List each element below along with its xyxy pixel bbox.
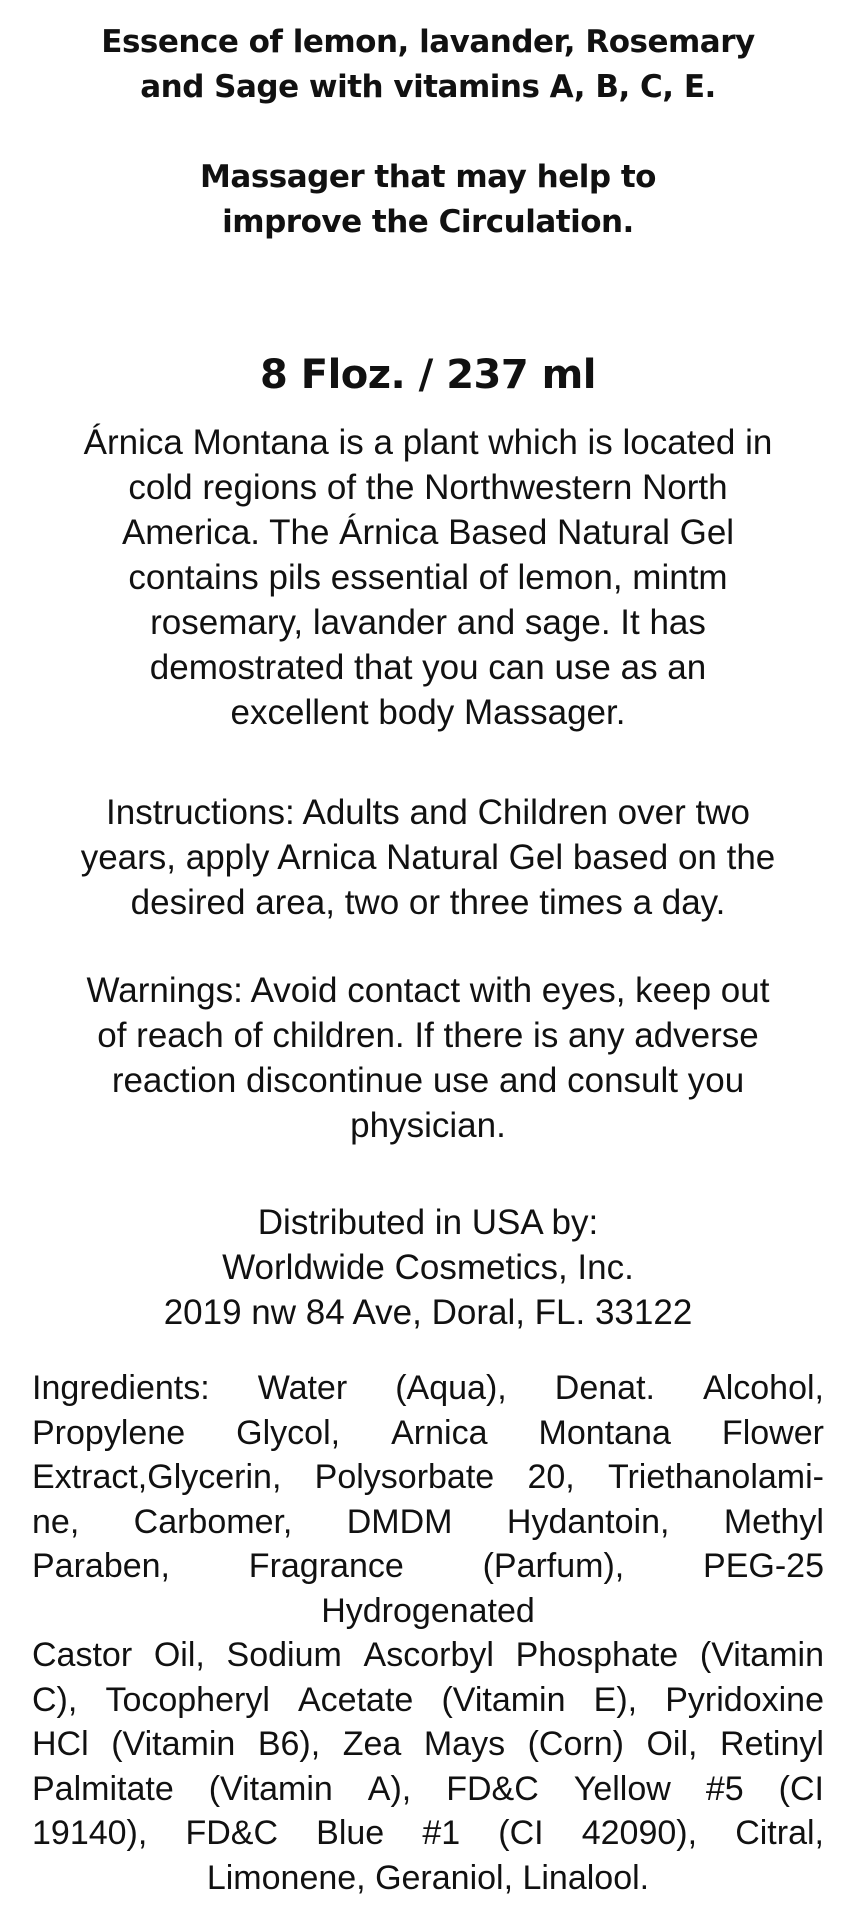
ingredients-word: Hydantoin, — [506, 1502, 670, 1541]
ingredients-line — [32, 1678, 824, 1723]
ingredients-word: (Vitamin — [111, 1725, 236, 1763]
ingredients-word: Yellow — [573, 1769, 671, 1808]
massager-line: improve the Circulation. — [222, 204, 634, 240]
warnings-line: Warnings: Avoid contact with eyes, keep out — [86, 971, 770, 1010]
ingredients-word: Flower — [721, 1413, 824, 1452]
ingredients-word: Extract,Glycerin, — [32, 1458, 282, 1496]
ingredients-word: #1 — [422, 1814, 461, 1852]
instructions-line: Instructions: Adults and Children over two — [106, 793, 750, 832]
ingredients-word: DMDM — [346, 1502, 453, 1541]
ingredients-word: Carbomer, — [133, 1502, 293, 1541]
description-line: Árnica Montana is a plant which is located in — [83, 423, 773, 462]
ingredients-word: Ingredients: — [32, 1369, 210, 1407]
ingredients-word: 20, — [527, 1458, 575, 1496]
ingredients-word: PEG-25 — [703, 1547, 824, 1585]
ingredients-word: (Vitamin — [441, 1680, 566, 1719]
ingredients-list — [32, 1366, 824, 1900]
ingredients-word: Montana — [538, 1413, 671, 1452]
ingredients-word: (Corn) — [527, 1725, 624, 1763]
ingredients-word: Glycol, — [236, 1413, 341, 1452]
massager-heading — [0, 155, 856, 245]
ingredients-line — [32, 1455, 824, 1500]
ingredients-line — [32, 1722, 824, 1767]
ingredients-word: FD&C — [446, 1769, 539, 1808]
ingredients-word: Oil, — [153, 1636, 205, 1674]
description-line: excellent body Massager. — [230, 693, 626, 732]
ingredients-word: Tocopheryl — [105, 1680, 270, 1719]
warnings-line: physician. — [350, 1106, 506, 1145]
ingredients-word: 42090), — [581, 1814, 698, 1852]
ingredients-word: (Vitamin — [699, 1636, 824, 1674]
ingredients-word: FD&C — [185, 1814, 279, 1852]
ingredients-word: Triethanolami- — [607, 1458, 824, 1496]
ingredients-word: Denat. — [554, 1369, 655, 1407]
ingredients-word: (CI — [778, 1769, 824, 1808]
ingredients-word: Pyridoxine — [665, 1680, 824, 1719]
description-line: demostrated that you can use as an — [149, 648, 707, 687]
ingredients-word: Phosphate — [515, 1636, 679, 1674]
massager-line: Massager that may help to — [200, 159, 656, 195]
warnings-paragraph — [0, 968, 856, 1148]
ingredients-word: (Aqua), — [395, 1369, 507, 1407]
ingredients-line — [32, 1767, 824, 1812]
volume-label: 8 Floz. / 237 ml — [259, 352, 597, 398]
ingredients-word: Sodium — [226, 1636, 342, 1674]
ingredients-word: E), — [593, 1680, 638, 1719]
warnings-line: reaction discontinue use and consult you — [111, 1061, 745, 1100]
ingredients-line: Limonene, Geraniol, Linalool. — [206, 1858, 650, 1897]
ingredients-word: A), — [367, 1769, 412, 1808]
ingredients-word: Blue — [316, 1814, 385, 1852]
intro-line: Essence of lemon, lavander, Rosemary — [101, 24, 755, 60]
distributor-block — [0, 1200, 856, 1335]
ingredients-line — [32, 1500, 824, 1545]
ingredients-word: Alcohol, — [703, 1369, 824, 1407]
ingredients-line — [32, 1366, 824, 1411]
ingredients-word: (Parfum), — [482, 1547, 625, 1585]
ingredients-word: Retinyl — [720, 1725, 824, 1763]
ingredients-word: #5 — [705, 1769, 744, 1808]
instructions-paragraph — [0, 790, 856, 925]
ingredients-line — [32, 1411, 824, 1456]
ingredients-word: Propylene — [32, 1413, 186, 1452]
ingredients-word: Polysorbate — [314, 1458, 495, 1496]
ingredients-word: (CI — [498, 1814, 544, 1852]
ingredients-word: Acetate — [298, 1680, 414, 1719]
instructions-line: desired area, two or three times a day. — [130, 883, 726, 922]
distributor-address: 2019 nw 84 Ave, Doral, FL. 33122 — [163, 1293, 693, 1332]
ingredients-word: (Vitamin — [208, 1769, 333, 1808]
warnings-line: of reach of children. If there is any adverse — [97, 1016, 759, 1055]
description-paragraph — [0, 420, 856, 735]
intro-heading — [0, 20, 856, 110]
ingredients-line — [32, 1633, 824, 1678]
distributor-name: Worldwide Cosmetics, Inc. — [222, 1248, 634, 1287]
distributor-line: Distributed in USA by: — [257, 1203, 599, 1242]
ingredients-line — [32, 1544, 824, 1589]
ingredients-word: 19140), — [32, 1814, 148, 1852]
ingredients-word: C), — [32, 1680, 78, 1719]
ingredients-word: Castor — [32, 1636, 133, 1674]
ingredients-word: Fragrance — [248, 1547, 404, 1585]
description-line: contains pils essential of lemon, mintm — [128, 558, 728, 597]
ingredients-word: Zea — [342, 1725, 402, 1763]
ingredients-word: Citral, — [735, 1814, 824, 1852]
description-line: rosemary, lavander and sage. It has — [150, 603, 706, 642]
ingredients-word: Arnica — [391, 1413, 488, 1452]
ingredients-word: Palmitate — [32, 1769, 174, 1808]
ingredients-line — [32, 1811, 824, 1856]
ingredients-word: Mays — [423, 1725, 506, 1763]
description-line: America. The Árnica Based Natural Gel — [121, 513, 735, 552]
ingredients-word: B6), — [257, 1725, 321, 1763]
ingredients-word: HCl — [32, 1725, 89, 1763]
ingredients-word: Paraben, — [32, 1547, 170, 1585]
ingredients-line: Hydrogenated — [321, 1591, 535, 1630]
ingredients-word: ne, — [32, 1502, 80, 1541]
ingredients-word: Oil, — [646, 1725, 698, 1763]
ingredients-word: Water — [257, 1369, 348, 1407]
instructions-line: years, apply Arnica Natural Gel based on the — [80, 838, 776, 877]
ingredients-word: Methyl — [723, 1502, 824, 1541]
intro-line: and Sage with vitamins A, B, C, E. — [140, 69, 716, 105]
description-line: cold regions of the Northwestern North — [128, 468, 728, 507]
ingredients-word: Ascorbyl — [363, 1636, 494, 1674]
